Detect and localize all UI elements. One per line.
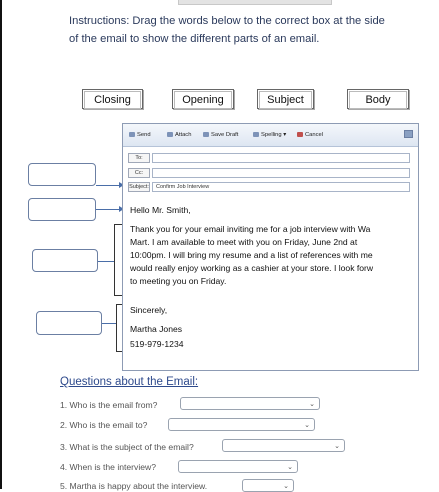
subject-label: Subject:: [129, 184, 149, 190]
email-body-line: would really enjoy working as a cashier at your store. I look forw: [130, 263, 374, 273]
answer-select-3[interactable]: [222, 439, 345, 452]
question-2: 2. Who is the email to?: [60, 420, 148, 430]
send-button[interactable]: Send: [129, 132, 151, 138]
attach-button[interactable]: Attach: [167, 132, 191, 138]
send-icon: [129, 132, 135, 137]
question-3: 3. What is the subject of the email?: [60, 442, 194, 452]
email-closing: Sincerely,: [130, 305, 168, 315]
paperclip-icon: [167, 132, 173, 137]
chevron-down-icon: ⌄: [283, 483, 289, 490]
answer-select-1[interactable]: [180, 397, 320, 410]
question-4: 4. When is the interview?: [60, 462, 157, 472]
drop-box-body[interactable]: [32, 249, 98, 272]
drop-box-opening[interactable]: [28, 198, 96, 221]
page-edge: [0, 0, 2, 489]
cancel-button[interactable]: Cancel: [297, 132, 323, 138]
question-5: 5. Martha is happy about the interview.: [60, 481, 208, 491]
top-tab: [178, 0, 332, 5]
to-input[interactable]: [152, 153, 410, 163]
word-subject[interactable]: Subject: [257, 89, 314, 109]
drop-box-closing[interactable]: [36, 311, 102, 335]
question-1: 1. Who is the email from?: [60, 400, 158, 410]
spelling-icon: [253, 132, 259, 137]
answer-select-4[interactable]: [178, 460, 298, 473]
word-closing[interactable]: Closing: [82, 89, 143, 109]
questions-title: Questions about the Email:: [60, 376, 199, 388]
drop-box-subject[interactable]: [28, 163, 96, 186]
cancel-icon: [297, 132, 303, 137]
email-body-line: to meeting you on Friday.: [130, 276, 227, 286]
email-signature-name: Martha Jones: [130, 324, 183, 334]
subject-input[interactable]: Confirm Job Interview: [152, 182, 410, 192]
email-body-line: 10:00pm. I will bring my resume and a list of references with me: [130, 250, 373, 260]
arrow-subject: [96, 185, 120, 186]
email-signature-phone: 519-979-1234: [130, 339, 184, 349]
answer-select-5[interactable]: [242, 479, 294, 492]
to-label[interactable]: To:: [128, 153, 150, 163]
cc-label[interactable]: Cc:: [128, 168, 150, 178]
word-body[interactable]: Body: [347, 89, 409, 109]
word-opening[interactable]: Opening: [172, 89, 234, 109]
chevron-down-icon: ⌄: [304, 422, 310, 429]
connector-closing: [102, 323, 116, 324]
connector-body: [98, 261, 114, 262]
answer-select-2[interactable]: [168, 418, 315, 431]
instructions-text: Instructions: Drag the words below to the correct box at the side of the email to show the different parts of an email.: [69, 15, 385, 45]
chevron-down-icon: ⌄: [334, 443, 340, 450]
save-icon: [203, 132, 209, 137]
window-icon[interactable]: [404, 130, 413, 138]
chevron-down-icon: ⌄: [287, 464, 293, 471]
save-draft-button[interactable]: Save Draft: [203, 132, 238, 138]
email-toolbar: [123, 124, 418, 147]
email-greeting: Hello Mr. Smith,: [130, 205, 191, 215]
email-window: [122, 123, 419, 371]
cc-input[interactable]: [152, 168, 410, 178]
email-body-line: Thank you for your email inviting me for a job interview with Wa: [130, 224, 371, 234]
email-body-line: Mart. I am available to meet with you on Friday, June 2nd at: [130, 237, 358, 247]
chevron-down-icon: ⌄: [309, 401, 315, 408]
arrow-opening: [96, 209, 120, 210]
spelling-button[interactable]: Spelling ▾: [253, 132, 286, 138]
